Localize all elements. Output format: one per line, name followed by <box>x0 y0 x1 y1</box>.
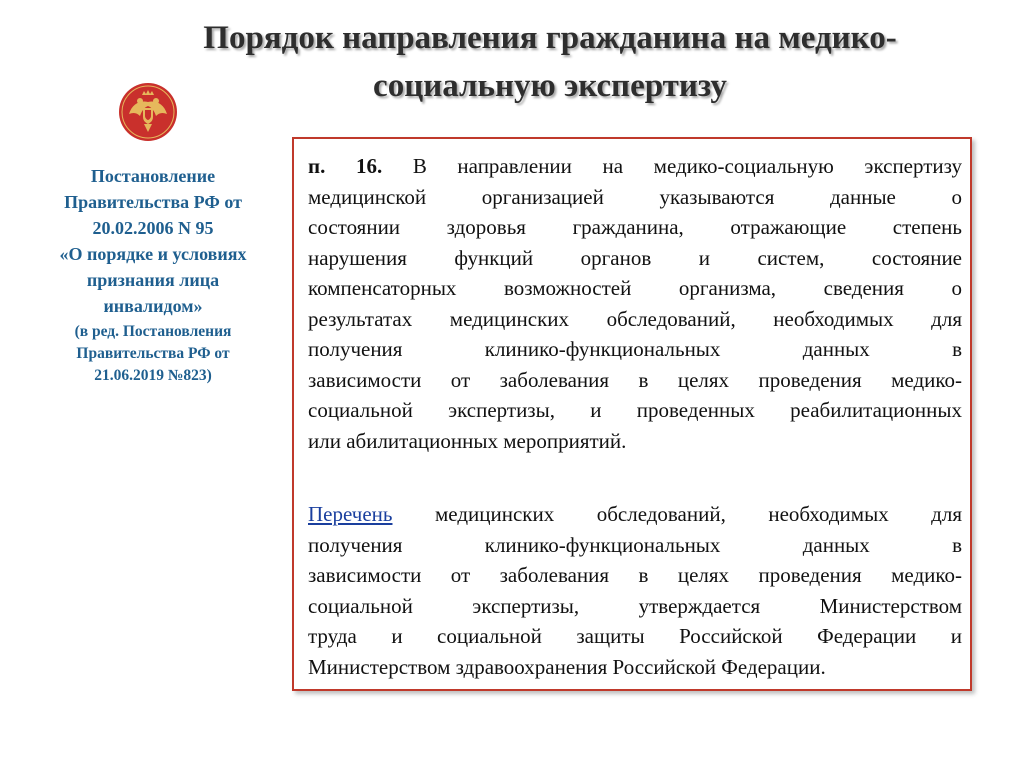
text-line: медицинской организацией указываются данные о <box>308 184 962 209</box>
title-line-2: социальную экспертизу <box>373 68 727 104</box>
text-line: зависимости от заболевания в целях проведения медико- <box>308 563 962 587</box>
page-title <box>120 14 980 110</box>
decree-line: «О порядке и условиях <box>59 244 247 264</box>
text-fragment: В направлении на медико-социальную экспертизу <box>412 154 962 178</box>
amendment-line: (в ред. Постановления <box>74 323 232 340</box>
decree-title <box>22 163 284 319</box>
text-line: получения клинико-функциональных данных в <box>308 532 962 557</box>
title-line-1: Порядок направления гражданина на медико- <box>203 20 897 56</box>
text-line <box>308 151 962 182</box>
decree-line: Правительства РФ от <box>64 192 242 212</box>
text-line <box>308 499 962 530</box>
text-line: социальной экспертизы, и проведенных реабилитационных <box>308 398 962 422</box>
text-line: состоянии здоровья гражданина, отражающие степень <box>308 215 962 239</box>
text-line: зависимости от заболевания в целях проведения медико- <box>308 367 962 392</box>
text-line: результатах медицинских обследований, необходимых для <box>308 306 962 331</box>
examinations-list-link[interactable]: Перечень <box>308 502 393 526</box>
amendment-line: Правительства РФ от <box>76 345 230 362</box>
regulation-text-box <box>292 137 972 691</box>
text-fragment: медицинских обследований, необходимых для <box>434 502 963 526</box>
text-line: Министерством здравоохранения Российской Федерации. <box>308 654 826 679</box>
decree-line: признания лица <box>86 270 220 290</box>
text-line: компенсаторных возможностей организма, сведения о <box>308 276 962 300</box>
russian-coat-of-arms-icon <box>118 82 178 142</box>
decree-line: Постановление <box>90 166 216 186</box>
decree-line: 20.02.2006 N 95 <box>92 218 214 238</box>
text-line: получения клинико-функциональных данных в <box>308 337 962 361</box>
decree-reference <box>22 163 284 387</box>
decree-line: инвалидом» <box>103 296 203 316</box>
text-line: или абилитационных мероприятий. <box>308 428 627 453</box>
paragraph-16 <box>308 151 962 456</box>
coat-of-arms-emblem <box>118 82 178 142</box>
text-line: социальной экспертизы, утверждается Министерством <box>308 593 962 618</box>
amendment-line: 21.06.2019 №823) <box>94 367 212 384</box>
text-line: труда и социальной защиты Российской Федерации и <box>308 624 962 648</box>
text-line: нарушения функций органов и систем, состояние <box>308 245 962 270</box>
examinations-list-paragraph <box>308 499 962 682</box>
clause-label: п. 16. <box>308 154 383 178</box>
decree-amendment <box>22 321 284 387</box>
